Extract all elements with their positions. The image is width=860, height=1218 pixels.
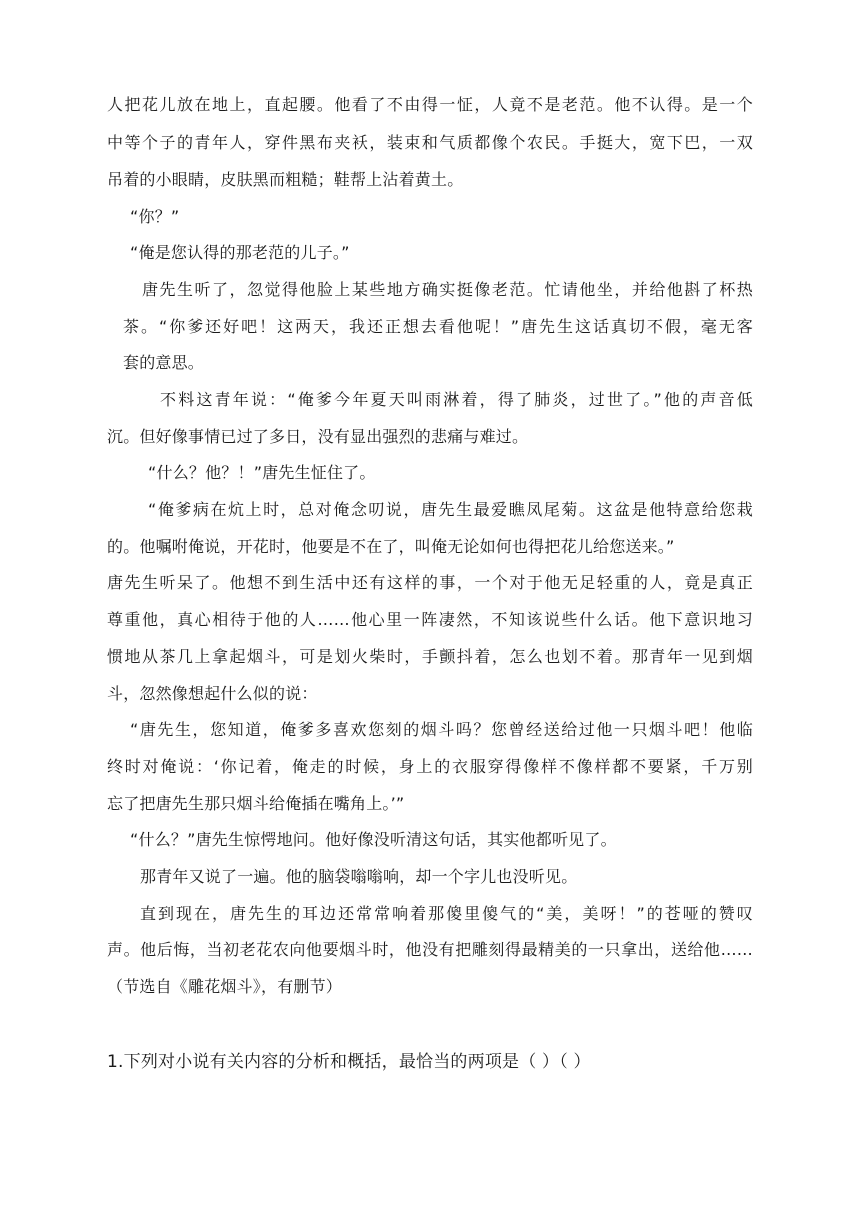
passage-line: “什么？”唐先生惊愕地问。他好像没听清这句话，其实他都听见了。	[130, 830, 617, 849]
passage-source: （节选自《雕花烟斗》，有删节）	[107, 977, 343, 996]
passage-line: 中等个子的青年人，穿件黑布夹袄，装束和气质都像个农民。手挺大，宽下巴，一双	[107, 133, 753, 152]
passage-line: 吊着的小眼睛，皮肤黑而粗糙；鞋帮上沾着黄土。	[107, 170, 464, 189]
passage-line: 人把花儿放在地上，直起腰。他看了不由得一怔，人竟不是老范。他不认得。是一个	[107, 95, 753, 114]
passage-line: 的。他嘱咐俺说，开花时，他要是不在了，叫俺无论如何也得把花儿给您送来。”	[107, 537, 675, 556]
passage-line: 茶。“你爹还好吧！这两天，我还正想去看他呢！”唐先生这话真切不假，毫无客	[123, 317, 753, 336]
passage-line: “俺是您认得的那老范的儿子。”	[130, 243, 350, 262]
passage-line: 忘了把唐先生那只烟斗给俺插在嘴角上。’”	[107, 794, 405, 813]
passage-line: 惯地从茶几上拿起烟斗，可是划火柴时，手颤抖着，怎么也划不着。那青年一见到烟	[107, 647, 753, 666]
passage-line: “什么？他？！”唐先生怔住了。	[148, 463, 376, 482]
passage-line: 唐先生听呆了。他想不到生活中还有这样的事，一个对于他无足轻重的人，竟是真正	[107, 573, 753, 592]
passage-line: 直到现在，唐先生的耳边还常常响着那傻里傻气的“美，美呀！”的苍哑的赞叹	[140, 904, 753, 923]
passage-line: “唐先生，您知道，俺爹多喜欢您刻的烟斗吗？您曾经送给过他一只烟斗吧！他临	[130, 720, 753, 739]
passage-line: 不料这青年说：“俺爹今年夏天叫雨淋着，得了肺炎，过世了。”他的声音低	[160, 390, 753, 409]
passage-line: “俺爹病在炕上时，总对俺念叨说，唐先生最爱瞧凤尾菊。这盆是他特意给您栽	[148, 500, 753, 519]
question-1: 1.下列对小说有关内容的分析和概括，最恰当的两项是（ ）（ ）	[107, 1052, 591, 1072]
passage-line: 那青年又说了一遍。他的脑袋嗡嗡响，却一个字儿也没听见。	[140, 867, 578, 886]
passage-line: “你？”	[130, 207, 180, 226]
passage-line: 沉。但好像事情已过了多日，没有显出强烈的悲痛与难过。	[107, 427, 529, 446]
passage-line: 声。他后悔，当初老花农向他要烟斗时，他没有把雕刻得最精美的一只拿出，送给他……	[107, 940, 753, 959]
passage-line: 尊重他，真心相待于他的人……他心里一阵凄然，不知该说些什么话。他下意识地习	[107, 610, 753, 629]
passage-line: 唐先生听了，忽觉得他脸上某些地方确实挺像老范。忙请他坐，并给他斟了杯热	[142, 280, 753, 299]
passage-line: 终时对俺说：‘你记着，俺走的时候，身上的衣服穿得像样不像样都不要紧，千万别	[107, 757, 753, 776]
passage-line: 套的意思。	[123, 353, 205, 372]
passage-line: 斗，忽然像想起什么似的说：	[107, 684, 318, 703]
